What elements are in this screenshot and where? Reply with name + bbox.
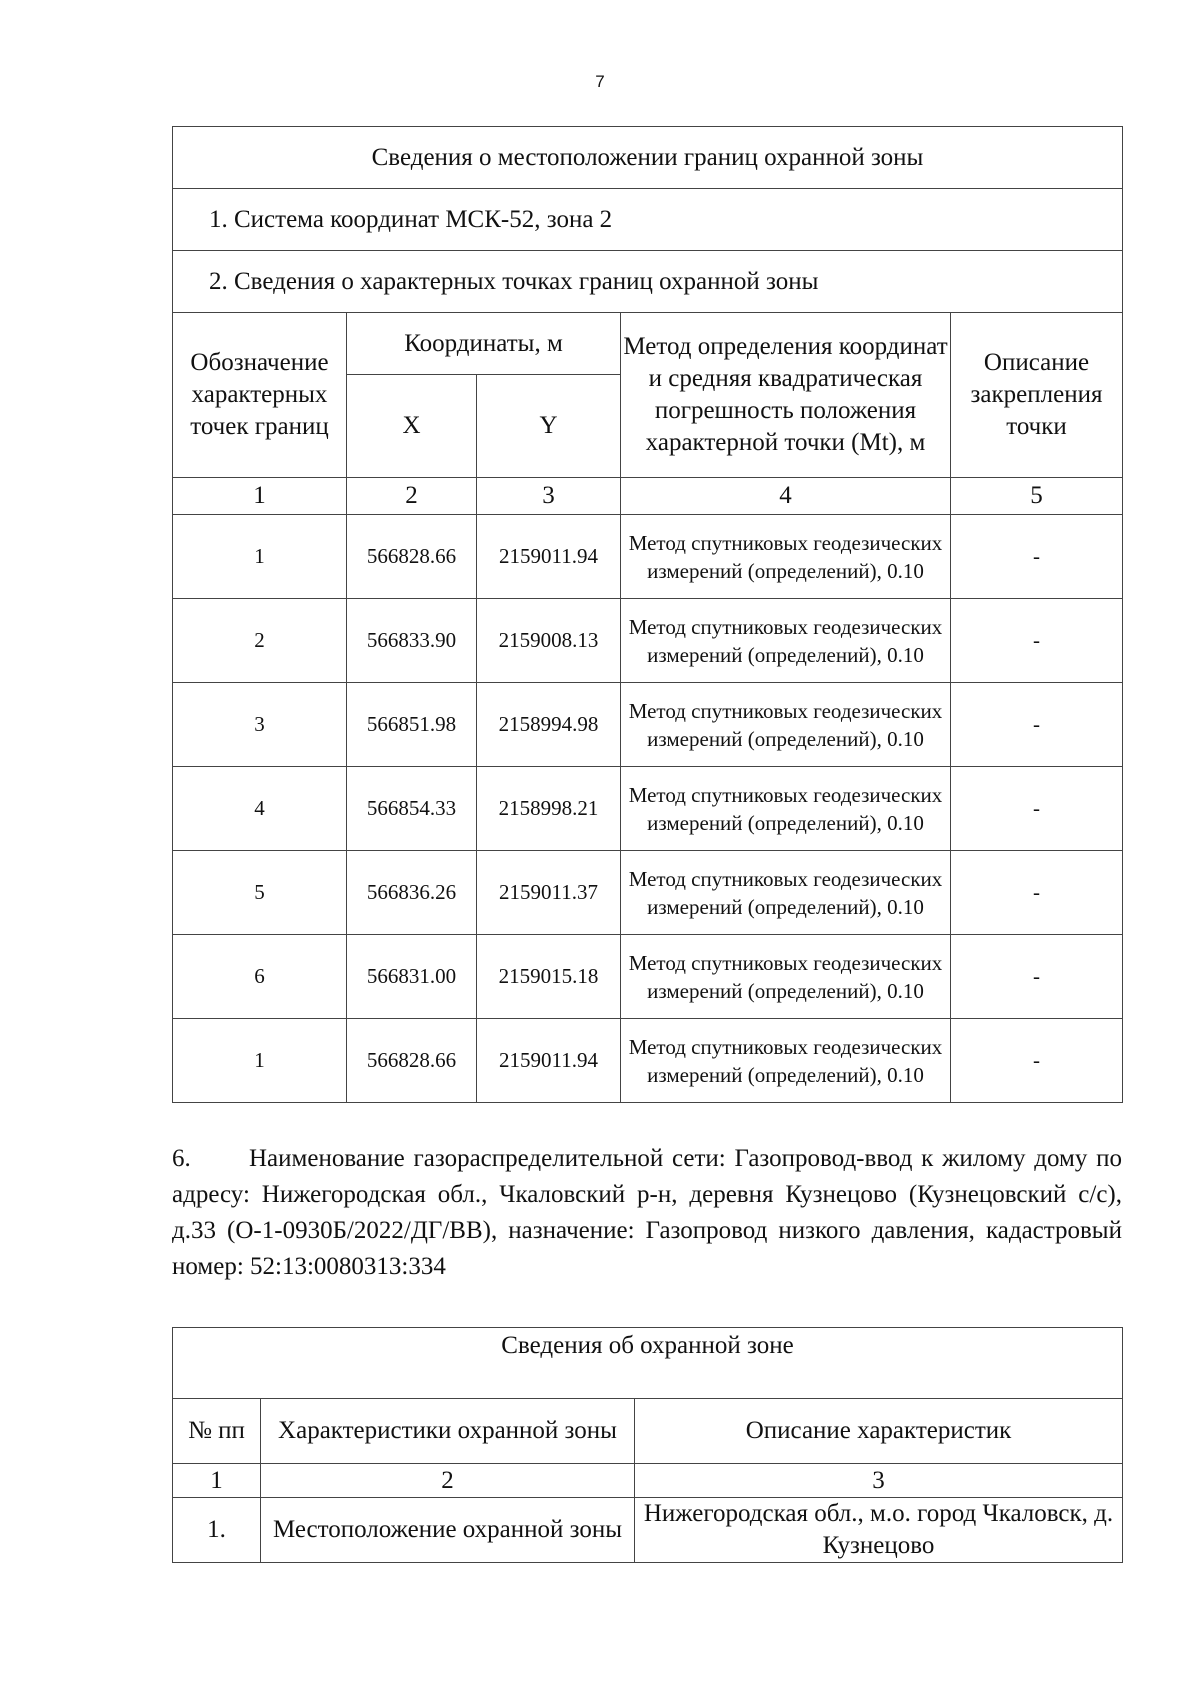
point-id: 3 bbox=[173, 683, 347, 767]
point-id: 6 bbox=[173, 935, 347, 1019]
paragraph-text: Наименование газораспределительной сети: Газопровод-ввод к жилому дому по адресу: Нижегородская обл., Чкаловский р-н, деревня Кузнецово (Кузнецовский с/с), д.33 (О-1-0930Б/2022/ДГ/ВВ), назначение: Газопровод низкого давления, кадастровый номер: 52:13:0080313:334 bbox=[172, 1145, 1122, 1280]
column-number: 5 bbox=[951, 478, 1123, 515]
point-id: 1 bbox=[173, 515, 347, 599]
table-row bbox=[173, 683, 1123, 767]
coord-y: 2159008.13 bbox=[477, 599, 621, 683]
column-number: 4 bbox=[621, 478, 951, 515]
coord-x: 566854.33 bbox=[347, 767, 477, 851]
point-description: - bbox=[951, 1019, 1123, 1103]
point-description: - bbox=[951, 935, 1123, 1019]
gas-network-paragraph bbox=[172, 1141, 1122, 1285]
header-x: X bbox=[347, 375, 477, 478]
table-row bbox=[173, 767, 1123, 851]
point-description: - bbox=[951, 683, 1123, 767]
point-description: - bbox=[951, 599, 1123, 683]
column-number: 1 bbox=[173, 478, 347, 515]
method: Метод спутниковых геодезических измерений (определений), 0.10 bbox=[621, 515, 951, 599]
table-row bbox=[173, 935, 1123, 1019]
header-description: Описание закрепления точки bbox=[951, 313, 1123, 478]
boundary-points-line: 2. Сведения о характерных точках границ охранной зоны bbox=[173, 251, 1123, 313]
paragraph-number: 6. bbox=[172, 1145, 191, 1172]
row-number: 1. bbox=[173, 1498, 261, 1563]
header-method: Метод определения координат и средняя квадратическая погрешность положения характерной точки (Mt), м bbox=[621, 313, 951, 478]
column-number: 3 bbox=[635, 1464, 1123, 1498]
table-title: Сведения о местоположении границ охранной зоны bbox=[173, 127, 1123, 189]
point-id: 5 bbox=[173, 851, 347, 935]
point-description: - bbox=[951, 851, 1123, 935]
coord-y: 2159015.18 bbox=[477, 935, 621, 1019]
protection-zone-info-table bbox=[172, 1327, 1123, 1563]
column-number-row bbox=[173, 1464, 1123, 1498]
protection-zone-boundary-table bbox=[172, 126, 1123, 1103]
table-row bbox=[173, 851, 1123, 935]
method: Метод спутниковых геодезических измерений (определений), 0.10 bbox=[621, 683, 951, 767]
coord-y: 2158994.98 bbox=[477, 683, 621, 767]
column-number-row bbox=[173, 478, 1123, 515]
point-description: - bbox=[951, 767, 1123, 851]
header-characteristics-description: Описание характеристик bbox=[635, 1399, 1123, 1464]
column-number: 3 bbox=[477, 478, 621, 515]
column-number: 2 bbox=[261, 1464, 635, 1498]
coord-y: 2158998.21 bbox=[477, 767, 621, 851]
page-number: 7 bbox=[595, 72, 605, 91]
header-coordinates: Координаты, м bbox=[347, 313, 621, 375]
table-title: Сведения об охранной зоне bbox=[173, 1328, 1123, 1399]
method: Метод спутниковых геодезических измерений (определений), 0.10 bbox=[621, 599, 951, 683]
coord-x: 566828.66 bbox=[347, 1019, 477, 1103]
point-description: - bbox=[951, 515, 1123, 599]
method: Метод спутниковых геодезических измерений (определений), 0.10 bbox=[621, 767, 951, 851]
coord-x: 566833.90 bbox=[347, 599, 477, 683]
table-row bbox=[173, 599, 1123, 683]
coord-x: 566836.26 bbox=[347, 851, 477, 935]
point-id: 2 bbox=[173, 599, 347, 683]
coord-y: 2159011.37 bbox=[477, 851, 621, 935]
coord-y: 2159011.94 bbox=[477, 515, 621, 599]
method: Метод спутниковых геодезических измерений (определений), 0.10 bbox=[621, 935, 951, 1019]
coord-x: 566831.00 bbox=[347, 935, 477, 1019]
point-id: 4 bbox=[173, 767, 347, 851]
header-characteristics: Характеристики охранной зоны bbox=[261, 1399, 635, 1464]
method: Метод спутниковых геодезических измерений (определений), 0.10 bbox=[621, 851, 951, 935]
row-description: Нижегородская обл., м.о. город Чкаловск, д. Кузнецово bbox=[635, 1498, 1123, 1563]
row-characteristic: Местоположение охранной зоны bbox=[261, 1498, 635, 1563]
header-point-designation: Обозначение характерных точек границ bbox=[173, 313, 347, 478]
coord-x: 566851.98 bbox=[347, 683, 477, 767]
coord-x: 566828.66 bbox=[347, 515, 477, 599]
column-number: 1 bbox=[173, 1464, 261, 1498]
table-row bbox=[173, 1019, 1123, 1103]
method: Метод спутниковых геодезических измерений (определений), 0.10 bbox=[621, 1019, 951, 1103]
coordinate-system-line: 1. Система координат МСК-52, зона 2 bbox=[173, 189, 1123, 251]
column-number: 2 bbox=[347, 478, 477, 515]
coord-y: 2159011.94 bbox=[477, 1019, 621, 1103]
table-row bbox=[173, 1498, 1123, 1563]
point-id: 1 bbox=[173, 1019, 347, 1103]
header-y: Y bbox=[477, 375, 621, 478]
table-row bbox=[173, 515, 1123, 599]
header-number: № пп bbox=[173, 1399, 261, 1464]
